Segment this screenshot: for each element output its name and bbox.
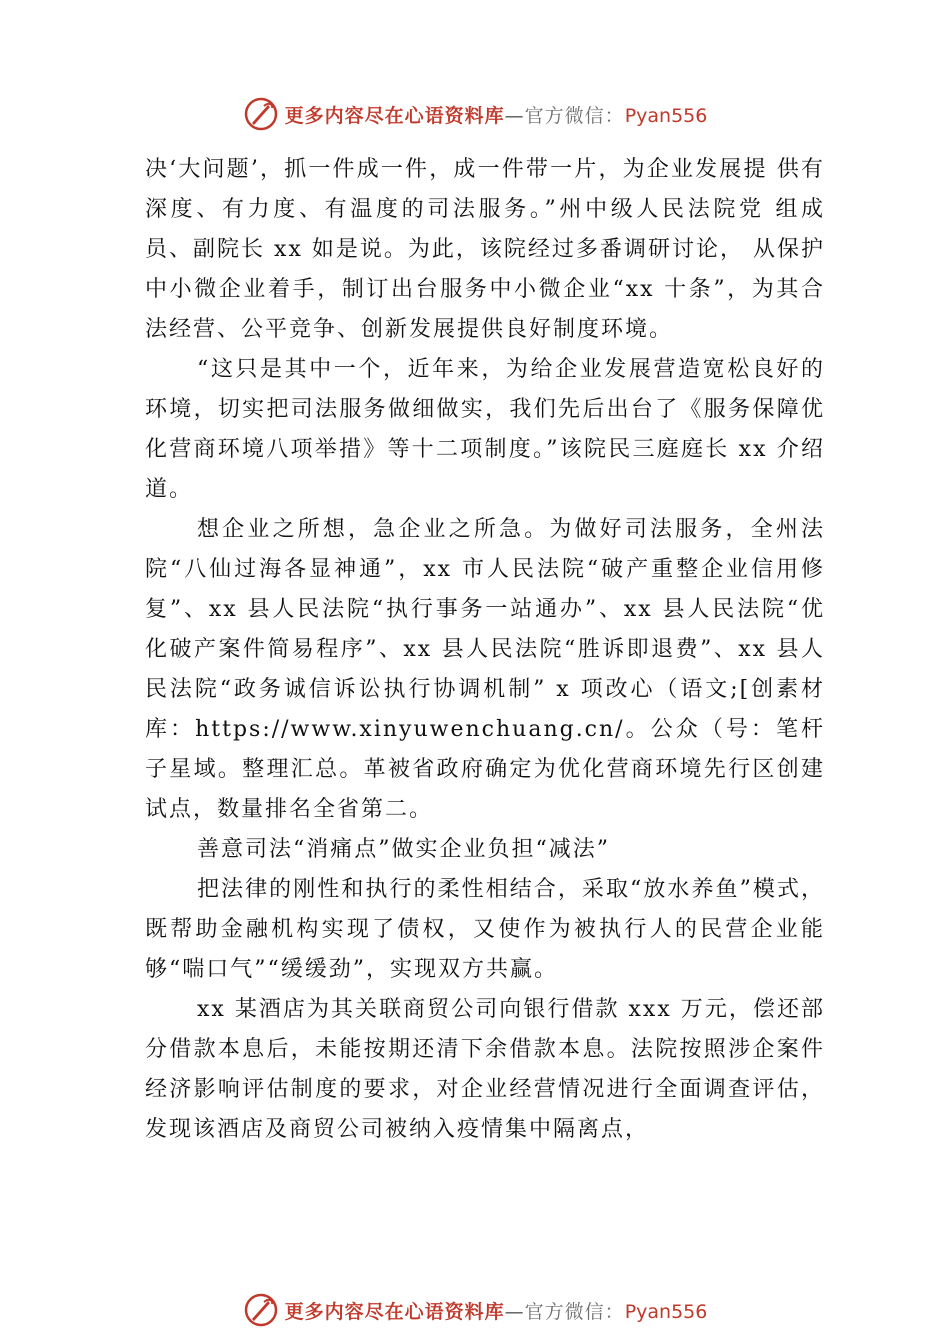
footer-separator: — [504,1300,525,1323]
footer-brand-text: 更多内容尽在心语资料库 [284,1300,505,1323]
paragraph-2: “这只是其中一个，近年来，为给企业发展营造宽松良好的环境，切实把司法服务做细做实，我们先后出台了《服务保障优化营商环境八项举措》等十二项制度。”该院民三庭庭长 xx 介绍道。 [145,357,825,502]
header-banner-text [285,101,708,128]
header-separator: — [504,104,525,127]
paragraph-1: 决‘大问题’，抓一件成一件，成一件带一片，为企业发展提 供有深度、有力度、有温度的司法服务。”州中级人民法院党 组成员、副院长 xx 如是说。为此，该院经过多番调研讨论， 从保护中小微企业着手，制订出台服务中小微企业“xx 十条”，为其合法经营、公平竞争、创新发展提供良好制度环境。 [145,157,825,342]
section-heading: 善意司法“消痛点”做实企业负担“减法” [197,837,610,862]
footer-wechat-id: Pyan556 [624,1300,708,1323]
header-brand-text: 更多内容尽在心语资料库 [284,104,505,127]
header-banner [0,94,950,134]
paragraph-4: 把法律的刚性和执行的柔性相结合，采取“放水养鱼”模式，既帮助金融机构实现了债权，又使作为被执行人的民营企业能够“喘口气”“缓缓劲”，实现双方共赢。 [145,877,825,982]
quill-logo-icon [243,96,279,132]
quill-logo-icon [243,1292,279,1328]
paragraph-3: 想企业之所想，急企业之所急。为做好司法服务，全州法院“八仙过海各显神通”，xx 市人民法院“破产重整企业信用修复”、xx 县人民法院“执行事务一站通办”、xx 县人民法院“优化破产案件简易程序”、xx 县人民法院“胜诉即退费”、xx 县人民法院“政务诚信诉讼执行协调机制” x 项改心（语文;[创素材库：https://www.xinyuwenchuang.cn/。公众（号：笔杆子星域。整理汇总。革被省政府确定为优化营商环境先行区创建试点，数量排名全省第二。 [145,517,825,822]
paragraph-5: xx 某酒店为其关联商贸公司向银行借款 xxx 万元，偿还部分借款本息后，未能按期还清下余借款本息。法院按照涉企案件经济影响评估制度的要求，对企业经营情况进行全面调查评估，发现该酒店及商贸公司被纳入疫情集中隔离点， [145,997,825,1142]
footer-wechat-label: 官方微信： [524,1300,625,1323]
header-wechat-id: Pyan556 [624,104,708,127]
header-wechat-label: 官方微信： [524,104,625,127]
footer-banner-text [285,1297,708,1324]
footer-banner [0,1290,950,1330]
article-body [145,150,825,1150]
